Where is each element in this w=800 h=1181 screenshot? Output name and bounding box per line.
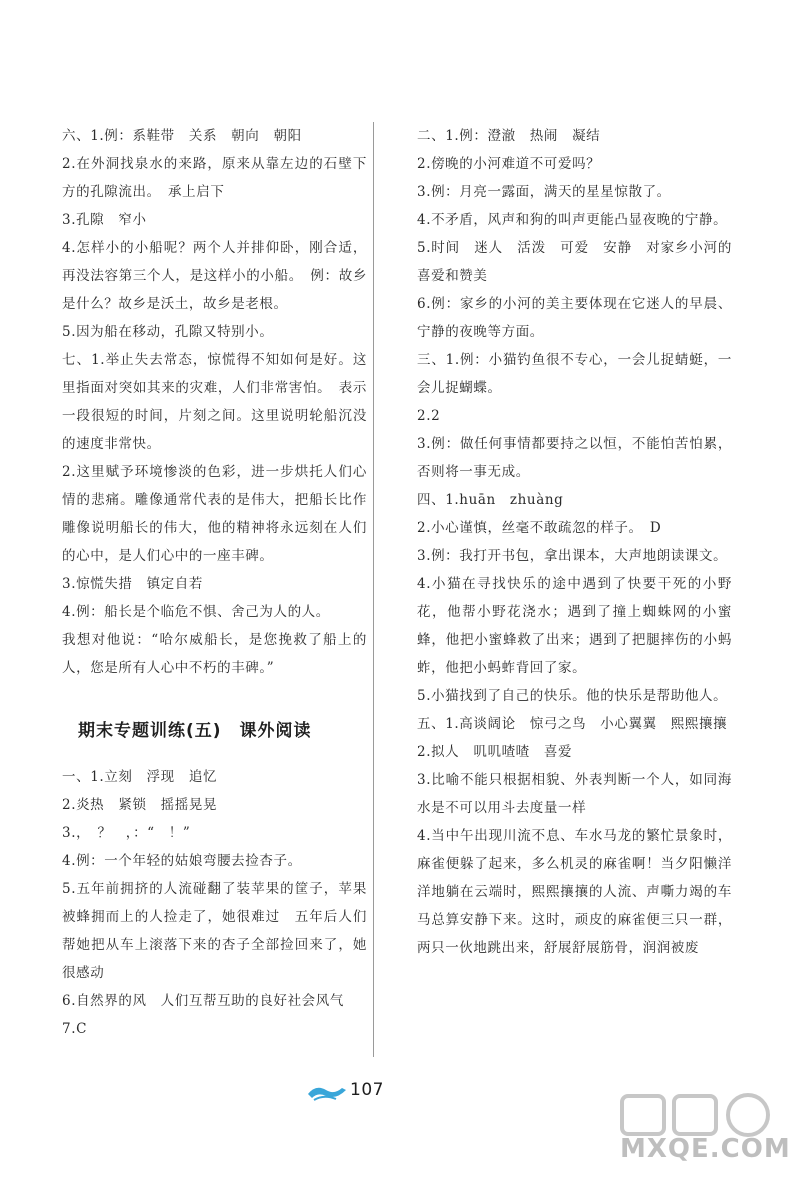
watermark-text: MXQE.COM: [620, 1134, 791, 1164]
answer-paragraph: 五、1.高谈阔论 惊弓之鸟 小心翼翼 熙熙攘攘: [417, 716, 728, 732]
answer-paragraph: 3.， ？ ，：“ ！”: [62, 825, 191, 841]
answer-paragraph: 5.因为船在移动，孔隙又特别小。: [62, 324, 274, 340]
answer-paragraph: 四、1.huān zhuàng: [417, 492, 564, 508]
answer-paragraph: 2.2: [417, 408, 441, 424]
answer-paragraph: 六、1.例：系鞋带 关系 朝向 朝阳: [62, 128, 302, 144]
answer-paragraph: 我想对他说：“哈尔威船长，是您挽救了船上的人，您是所有人心中不朽的丰碑。”: [62, 632, 367, 676]
answer-paragraph: 4.例：一个年轻的姑娘弯腰去捡杏子。: [62, 853, 302, 869]
answer-paragraph: 6.例：家乡的小河的美主要体现在它迷人的早晨、宁静的夜晚等方面。: [417, 296, 732, 340]
answer-paragraph: 2.拟人 叽叽喳喳 喜爱: [417, 744, 573, 760]
answer-paragraph: 4.小猫在寻找快乐的途中遇到了快要干死的小野花，他帮小野花浇水；遇到了撞上蜘蛛网的小蜜蜂，他把小蜜蜂救了出来；遇到了把腿摔伤的小蚂蚱，他把小蚂蚱背回了家。: [417, 576, 732, 676]
answer-paragraph: 三、1.例：小猫钓鱼很不专心，一会儿捉蜻蜓，一会儿捉蝴蝶。: [417, 352, 732, 396]
answer-paragraph: 一、1.立刻 浮现 追忆: [62, 769, 218, 785]
answer-paragraph: 2.在外洞找泉水的来路，原来从靠左边的石壁下方的孔隙流出。 承上启下: [62, 156, 367, 200]
answer-paragraph: 7.C: [62, 1021, 88, 1037]
publisher-logo-icon: [306, 1080, 350, 1104]
answer-paragraph: 二、1.例：澄澈 热闹 凝结: [417, 128, 601, 144]
answer-paragraph: 2.傍晚的小河难道不可爱吗？: [417, 156, 601, 172]
answer-paragraph: 2.这里赋予环境惨淡的色彩，进一步烘托人们心情的悲痛。雕像通常代表的是伟大，把船长比作雕像说明船长的伟大，他的精神将永远刻在人们的心中，是人们心中的一座丰碑。: [62, 464, 367, 564]
right-column: [417, 122, 732, 962]
answer-paragraph: 3.例：月亮一露面，满天的星星惊散了。: [417, 184, 671, 200]
answer-paragraph: 3.例：做任何事情都要持之以恒，不能怕苦怕累，否则将一事无成。: [417, 436, 732, 480]
answer-paragraph: 5.时间 迷人 活泼 可爱 安静 对家乡小河的喜爱和赞美: [417, 240, 732, 284]
answer-paragraph: 4.当中午出现川流不息、车水马龙的繁忙景象时，麻雀便躲了起来，多么机灵的麻雀啊！当夕阳懒洋洋地躺在云端时，熙熙攘攘的人流、声嘶力竭的车马总算安静下来。这时，顽皮的麻雀便三只一群，两只一伙地跳出来，舒展舒展筋骨，润润被废: [417, 828, 732, 956]
answer-paragraph: 6.自然界的风 人们互帮互助的良好社会风气: [62, 993, 344, 1009]
answer-paragraph: 4.不矛盾，风声和狗的叫声更能凸显夜晚的宁静。: [417, 212, 728, 228]
left-column: [62, 122, 367, 1043]
answer-paragraph: 3.例：我打开书包，拿出课本，大声地朗读课文。: [417, 548, 728, 564]
answer-paragraph: 3.比喻不能只根据相貌、外表判断一个人，如同海水是不可以用斗去度量一样: [417, 772, 732, 816]
answer-paragraph: 七、1.举止失去常态，惊慌得不知如何是好。这里指面对突如其来的灾难，人们非常害怕。 表示一段很短的时间，片刻之间。这里说明轮船沉没的速度非常快。: [62, 352, 367, 452]
answer-paragraph: 2.小心谨慎，丝毫不敢疏忽的样子。 D: [417, 520, 662, 536]
answer-paragraph: 4.怎样小的小船呢？两个人并排仰卧，刚合适，再没法容第三个人，是这样小的小船。 例：故乡是什么？故乡是沃土，故乡是老根。: [62, 240, 367, 312]
column-divider: [373, 122, 374, 1057]
answer-paragraph: 3.孔隙 窄小: [62, 212, 147, 228]
answer-paragraph: 4.例：船长是个临危不惧、舍己为人的人。: [62, 604, 330, 620]
section-title: 期末专题训练(五) 课外阅读: [78, 721, 312, 741]
watermark-logo-icon: [612, 1090, 792, 1140]
answer-paragraph: 5.小猫找到了自己的快乐。他的快乐是帮助他人。: [417, 688, 728, 704]
answer-paragraph: 2.炎热 紧锁 摇摇晃晃: [62, 797, 218, 813]
answer-paragraph: 5.五年前拥挤的人流碰翻了装苹果的筐子，苹果被蜂拥而上的人捡走了，她很难过 五年后人们帮她把从车上滚落下来的杏子全部捡回来了，她很感动: [62, 881, 367, 981]
watermark: [612, 1090, 792, 1172]
page-number: 107: [350, 1080, 384, 1100]
answer-paragraph: 3.惊慌失措 镇定自若: [62, 576, 203, 592]
